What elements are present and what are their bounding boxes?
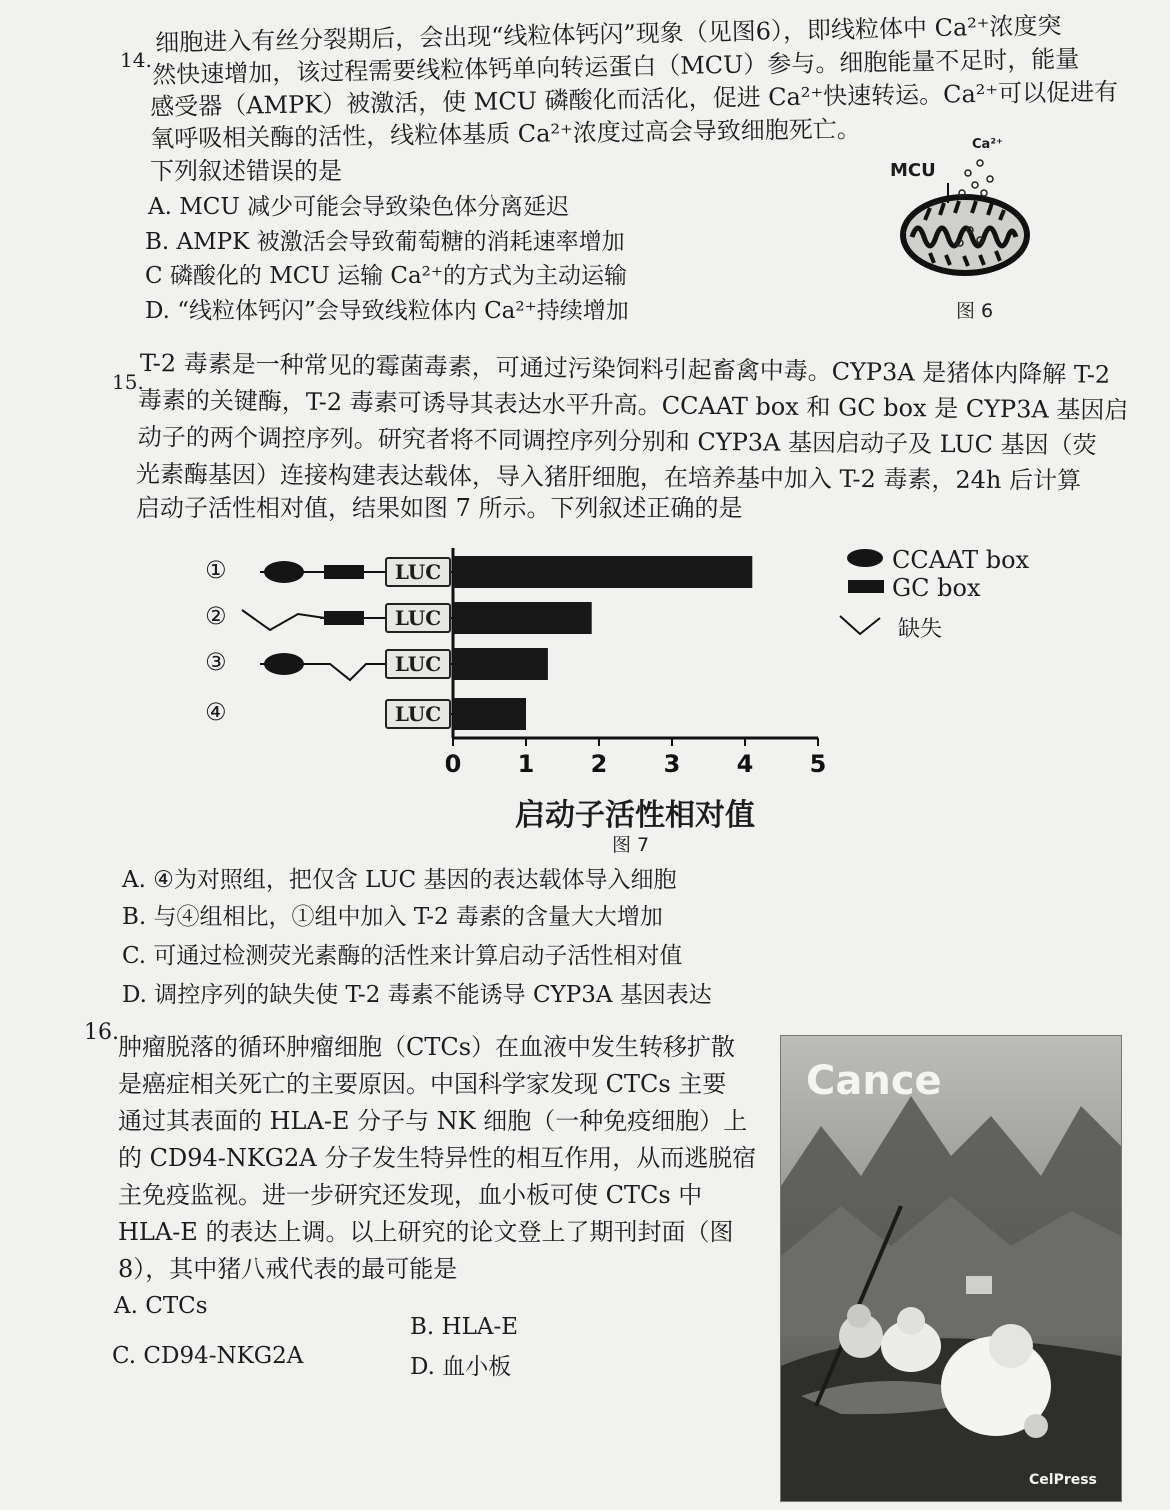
gc-missing-line <box>304 664 386 680</box>
q16-number: 16. <box>84 1020 119 1045</box>
x-tick-label: 5 <box>809 750 827 778</box>
q14-option-a: A. MCU 减少可能会导致染色体分离延迟 <box>148 194 570 220</box>
x-tick-label: 1 <box>517 750 535 778</box>
q15-line-4: 光素酶基因）连接构建表达载体，导入猪肝细胞，在培养基中加入 T-2 毒素，24h 后计算 <box>135 459 1082 495</box>
q16-line-3: 通过其表面的 HLA-E 分子与 NK 细胞（一种免疫细胞）上 <box>118 1107 748 1135</box>
q16-option-c: C. CD94-NKG2A <box>112 1343 304 1369</box>
figure-8-journal-cover <box>780 1035 1122 1502</box>
q15-option-b: B. 与④组相比，①组中加入 T-2 毒素的含量大大增加 <box>122 904 663 930</box>
q16-line-6: HLA-E 的表达上调。以上研究的论文登上了期刊封面（图 <box>118 1218 734 1246</box>
x-tick-label: 0 <box>444 750 462 778</box>
x-axis-title: 启动子活性相对值 <box>515 798 755 833</box>
q14-line-2: 然快速增加，该过程需要线粒体钙单向转运蛋白（MCU）参与。细胞能量不足时，能量 <box>152 44 1080 89</box>
legend-ccaat-label: CCAAT box <box>892 546 1030 574</box>
q16-line-4: 的 CD94-NKG2A 分子发生特异性的相互作用，从而逃脱宿 <box>118 1144 757 1172</box>
q14-option-c: C 磷酸化的 MCU 运输 Ca²⁺的方式为主动运输 <box>145 263 628 289</box>
luc-gene-box: LUC <box>385 649 451 679</box>
q15-option-c: C. 可通过检测荧光素酶的活性来计算启动子活性相对值 <box>122 943 683 969</box>
figure-6-caption: 图 6 <box>956 300 994 322</box>
q16-option-d: D. 血小板 <box>410 1354 512 1380</box>
bar <box>453 648 548 680</box>
bar <box>453 698 526 730</box>
q16-line-2: 是癌症相关死亡的主要原因。中国科学家发现 CTCs 主要 <box>118 1070 727 1098</box>
bar <box>453 602 592 634</box>
mitochondrion-drawing <box>880 135 1050 285</box>
luc-gene-box: LUC <box>385 557 451 587</box>
q16-line-1: 肿瘤脱落的循环肿瘤细胞（CTCs）在血液中发生转移扩散 <box>118 1033 736 1061</box>
ca-label: Ca²⁺ <box>972 137 1003 152</box>
q15-line-2: 毒素的关键酶，T-2 毒素可诱导其表达水平升高。CCAAT box 和 GC box 是 CYP3A 基因启 <box>137 385 1129 425</box>
q14-line-1: 细胞进入有丝分裂期后，会出现“线粒体钙闪”现象（见图6），即线粒体中 Ca²⁺浓度突 <box>155 11 1062 57</box>
row-label: ② <box>205 602 227 630</box>
legend-ccaat-mark <box>847 549 883 567</box>
q15-line-3: 动子的两个调控序列。研究者将不同调控序列分别和 CYP3A 基因启动子及 LUC 基因（荧 <box>137 422 1097 460</box>
legend-missing-label: 缺失 <box>898 617 943 642</box>
figure-7-caption: 图 7 <box>612 834 650 856</box>
q14-option-d: D. “线粒体钙闪”会导致线粒体内 Ca²⁺持续增加 <box>145 298 629 324</box>
q14-line-5: 下列叙述错误的是 <box>150 157 342 185</box>
legend-gc-label: GC box <box>892 574 981 602</box>
q14-option-b: B. AMPK 被激活会导致葡萄糖的消耗速率增加 <box>145 229 625 255</box>
ccaat-box-mark <box>264 653 304 675</box>
q15-line-1: T-2 毒素是一种常见的霉菌毒素，可通过污染饲料引起畜禽中毒。CYP3A 是猪体内降解 T-2 <box>139 348 1111 389</box>
q14-line-4: 氧呼吸相关酶的活性，线粒体基质 Ca²⁺浓度过高会导致细胞死亡。 <box>150 115 861 153</box>
legend-missing-mark <box>840 616 880 634</box>
q14-number: 14. <box>120 48 152 72</box>
cover-title: Cance <box>806 1058 942 1104</box>
q14-line-3: 感受器（AMPK）被激活，使 MCU 磷酸化而活化，促进 Ca²⁺快速转运。Ca²⁺可以促进有 <box>150 77 1119 121</box>
q15-option-d: D. 调控序列的缺失使 T-2 毒素不能诱导 CYP3A 基因表达 <box>122 982 712 1008</box>
x-tick-label: 3 <box>663 750 681 778</box>
row-label: ① <box>205 556 227 584</box>
ccaat-missing-line <box>242 610 325 630</box>
row-label: ④ <box>205 698 227 726</box>
cover-illustration <box>781 1036 1121 1501</box>
cover-publisher: CelPress <box>1029 1472 1097 1488</box>
x-tick-label: 4 <box>736 750 754 778</box>
x-tick-label: 2 <box>590 750 608 778</box>
q15-number: 15. <box>112 370 144 394</box>
q16-option-b: B. HLA-E <box>410 1314 519 1340</box>
q16-line-5: 主免疫监视。进一步研究还发现，血小板可使 CTCs 中 <box>118 1181 703 1209</box>
legend-gc-mark <box>848 580 884 593</box>
luc-gene-box: LUC <box>385 603 451 633</box>
row-label: ③ <box>205 648 227 676</box>
figure-6-mitochondrion <box>880 135 1050 285</box>
q15-option-a: A. ④为对照组，把仅含 LUC 基因的表达载体导入细胞 <box>122 867 677 893</box>
q16-option-a: A. CTCs <box>114 1293 208 1319</box>
luc-gene-box: LUC <box>385 699 451 729</box>
gc-box-mark <box>324 611 364 625</box>
gc-box-mark <box>324 565 364 579</box>
bar <box>453 556 752 588</box>
q16-line-7: 8），其中猪八戒代表的最可能是 <box>118 1255 458 1283</box>
mcu-label: MCU <box>890 160 936 181</box>
ccaat-box-mark <box>264 561 304 583</box>
q15-line-5: 启动子活性相对值，结果如图 7 所示。下列叙述正确的是 <box>136 494 743 522</box>
